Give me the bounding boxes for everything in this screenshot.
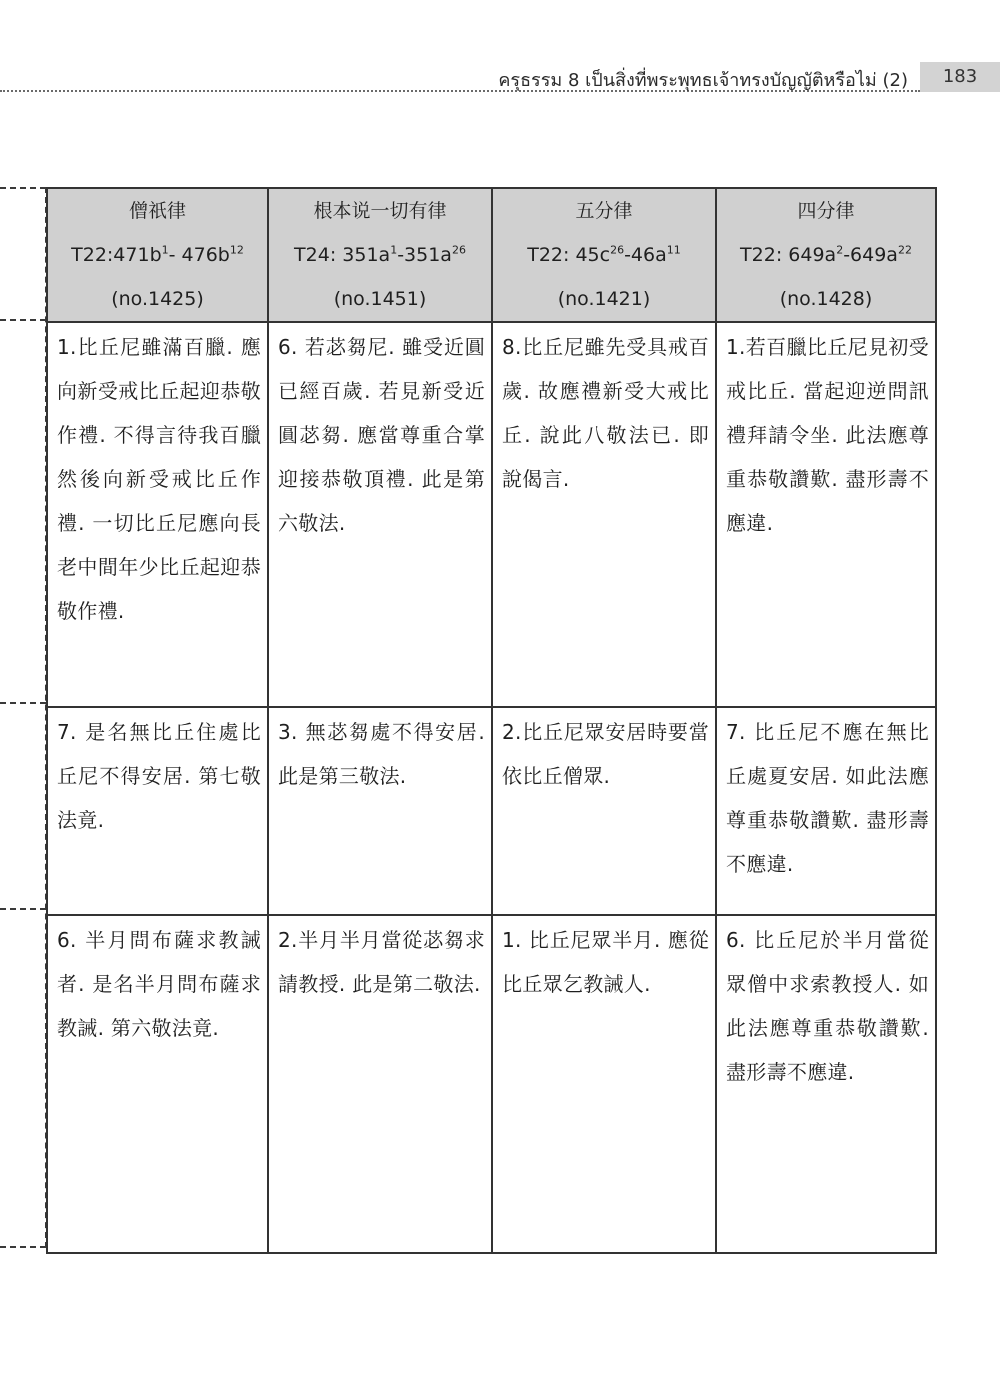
column-header-mahasanghika <box>47 188 268 322</box>
table-cell: 2.比丘尼眾安居時要當依比丘僧眾. <box>492 707 716 915</box>
margin-dashed-rule <box>0 319 46 321</box>
table-row <box>47 707 936 915</box>
table-cell: 1. 比丘尼眾半月. 應從比丘眾乞教誡人. <box>492 915 716 1253</box>
column-title: 根本说一切有律 <box>313 200 447 222</box>
running-header <box>0 62 1000 94</box>
margin-dashed-rule <box>0 1246 46 1248</box>
column-reference: T24: $351a^1-351a^{26}$ <box>294 243 466 266</box>
column-header-dharmaguptaka <box>716 188 936 322</box>
running-header-title: ครุธรรม 8 เป็นสิ่งที่พระพุทธเจ้าทรงบัญญัติหรือไม่ (2) <box>498 70 908 91</box>
column-header-mahisasaka <box>492 188 716 322</box>
table-cell: 7. 是名無比丘住處比丘尼不得安居. 第七敬法竟. <box>47 707 268 915</box>
table-cell: 7. 比丘尼不應在無比丘處夏安居. 如此法應尊重恭敬讚歎. 盡形壽不應違. <box>716 707 936 915</box>
table-cell: 6. 若苾芻尼. 雖受近圓已經百歲. 若見新受近圓苾芻. 應當尊重合掌迎接恭敬頂禮. 此是第六敬法. <box>268 322 492 707</box>
column-number: (no.1451) <box>333 288 427 310</box>
column-reference: T22: $649a^2-649a^{22}$ <box>740 243 912 266</box>
column-number: (no.1428) <box>779 288 873 310</box>
table-cell: 1.比丘尼雖滿百臘. 應向新受戒比丘起迎恭敬作禮. 不得言待我百臘然後向新受戒比丘作禮. 一切比丘尼應向長老中間年少比丘起迎恭敬作禮. <box>47 322 268 707</box>
margin-dashed-rule <box>0 908 46 910</box>
column-reference: $T22:471b^1-$ $476b^{12}$ <box>71 243 244 266</box>
column-header-mulasarvastivada <box>268 188 492 322</box>
column-title: 五分律 <box>575 200 633 222</box>
table-row <box>47 322 936 707</box>
vinaya-comparison-table <box>46 187 937 1254</box>
page-number: 183 <box>920 62 1000 92</box>
column-title: 四分律 <box>797 200 855 222</box>
margin-dashed-rule <box>0 702 46 704</box>
table-row <box>47 915 936 1253</box>
dashed-margin-guides <box>0 187 48 1250</box>
table-cell: 6. 半月問布薩求教誡者. 是名半月問布薩求教誡. 第六敬法竟. <box>47 915 268 1253</box>
table-cell: 8.比丘尼雖先受具戒百歲. 故應禮新受大戒比丘. 說此八敬法已. 即說偈言. <box>492 322 716 707</box>
table-cell: 3. 無苾芻處不得安居. 此是第三敬法. <box>268 707 492 915</box>
table-header-row <box>47 188 936 322</box>
column-number: (no.1421) <box>557 288 651 310</box>
margin-dashed-rule <box>0 187 46 189</box>
column-number: (no.1425) <box>111 288 204 310</box>
table-cell: 6. 比丘尼於半月當從眾僧中求索教授人. 如此法應尊重恭敬讚歎. 盡形壽不應違. <box>716 915 936 1253</box>
column-title: 僧祇律 <box>128 200 186 222</box>
column-reference: T22: $45c^{26}-46a^{11}$ <box>527 243 681 266</box>
table-cell: 1.若百臘比丘尼見初受戒比丘. 當起迎逆問訊禮拜請令坐. 此法應尊重恭敬讚歎. 盡形壽不應違. <box>716 322 936 707</box>
table-cell: 2.半月半月當從苾芻求請教授. 此是第二敬法. <box>268 915 492 1253</box>
